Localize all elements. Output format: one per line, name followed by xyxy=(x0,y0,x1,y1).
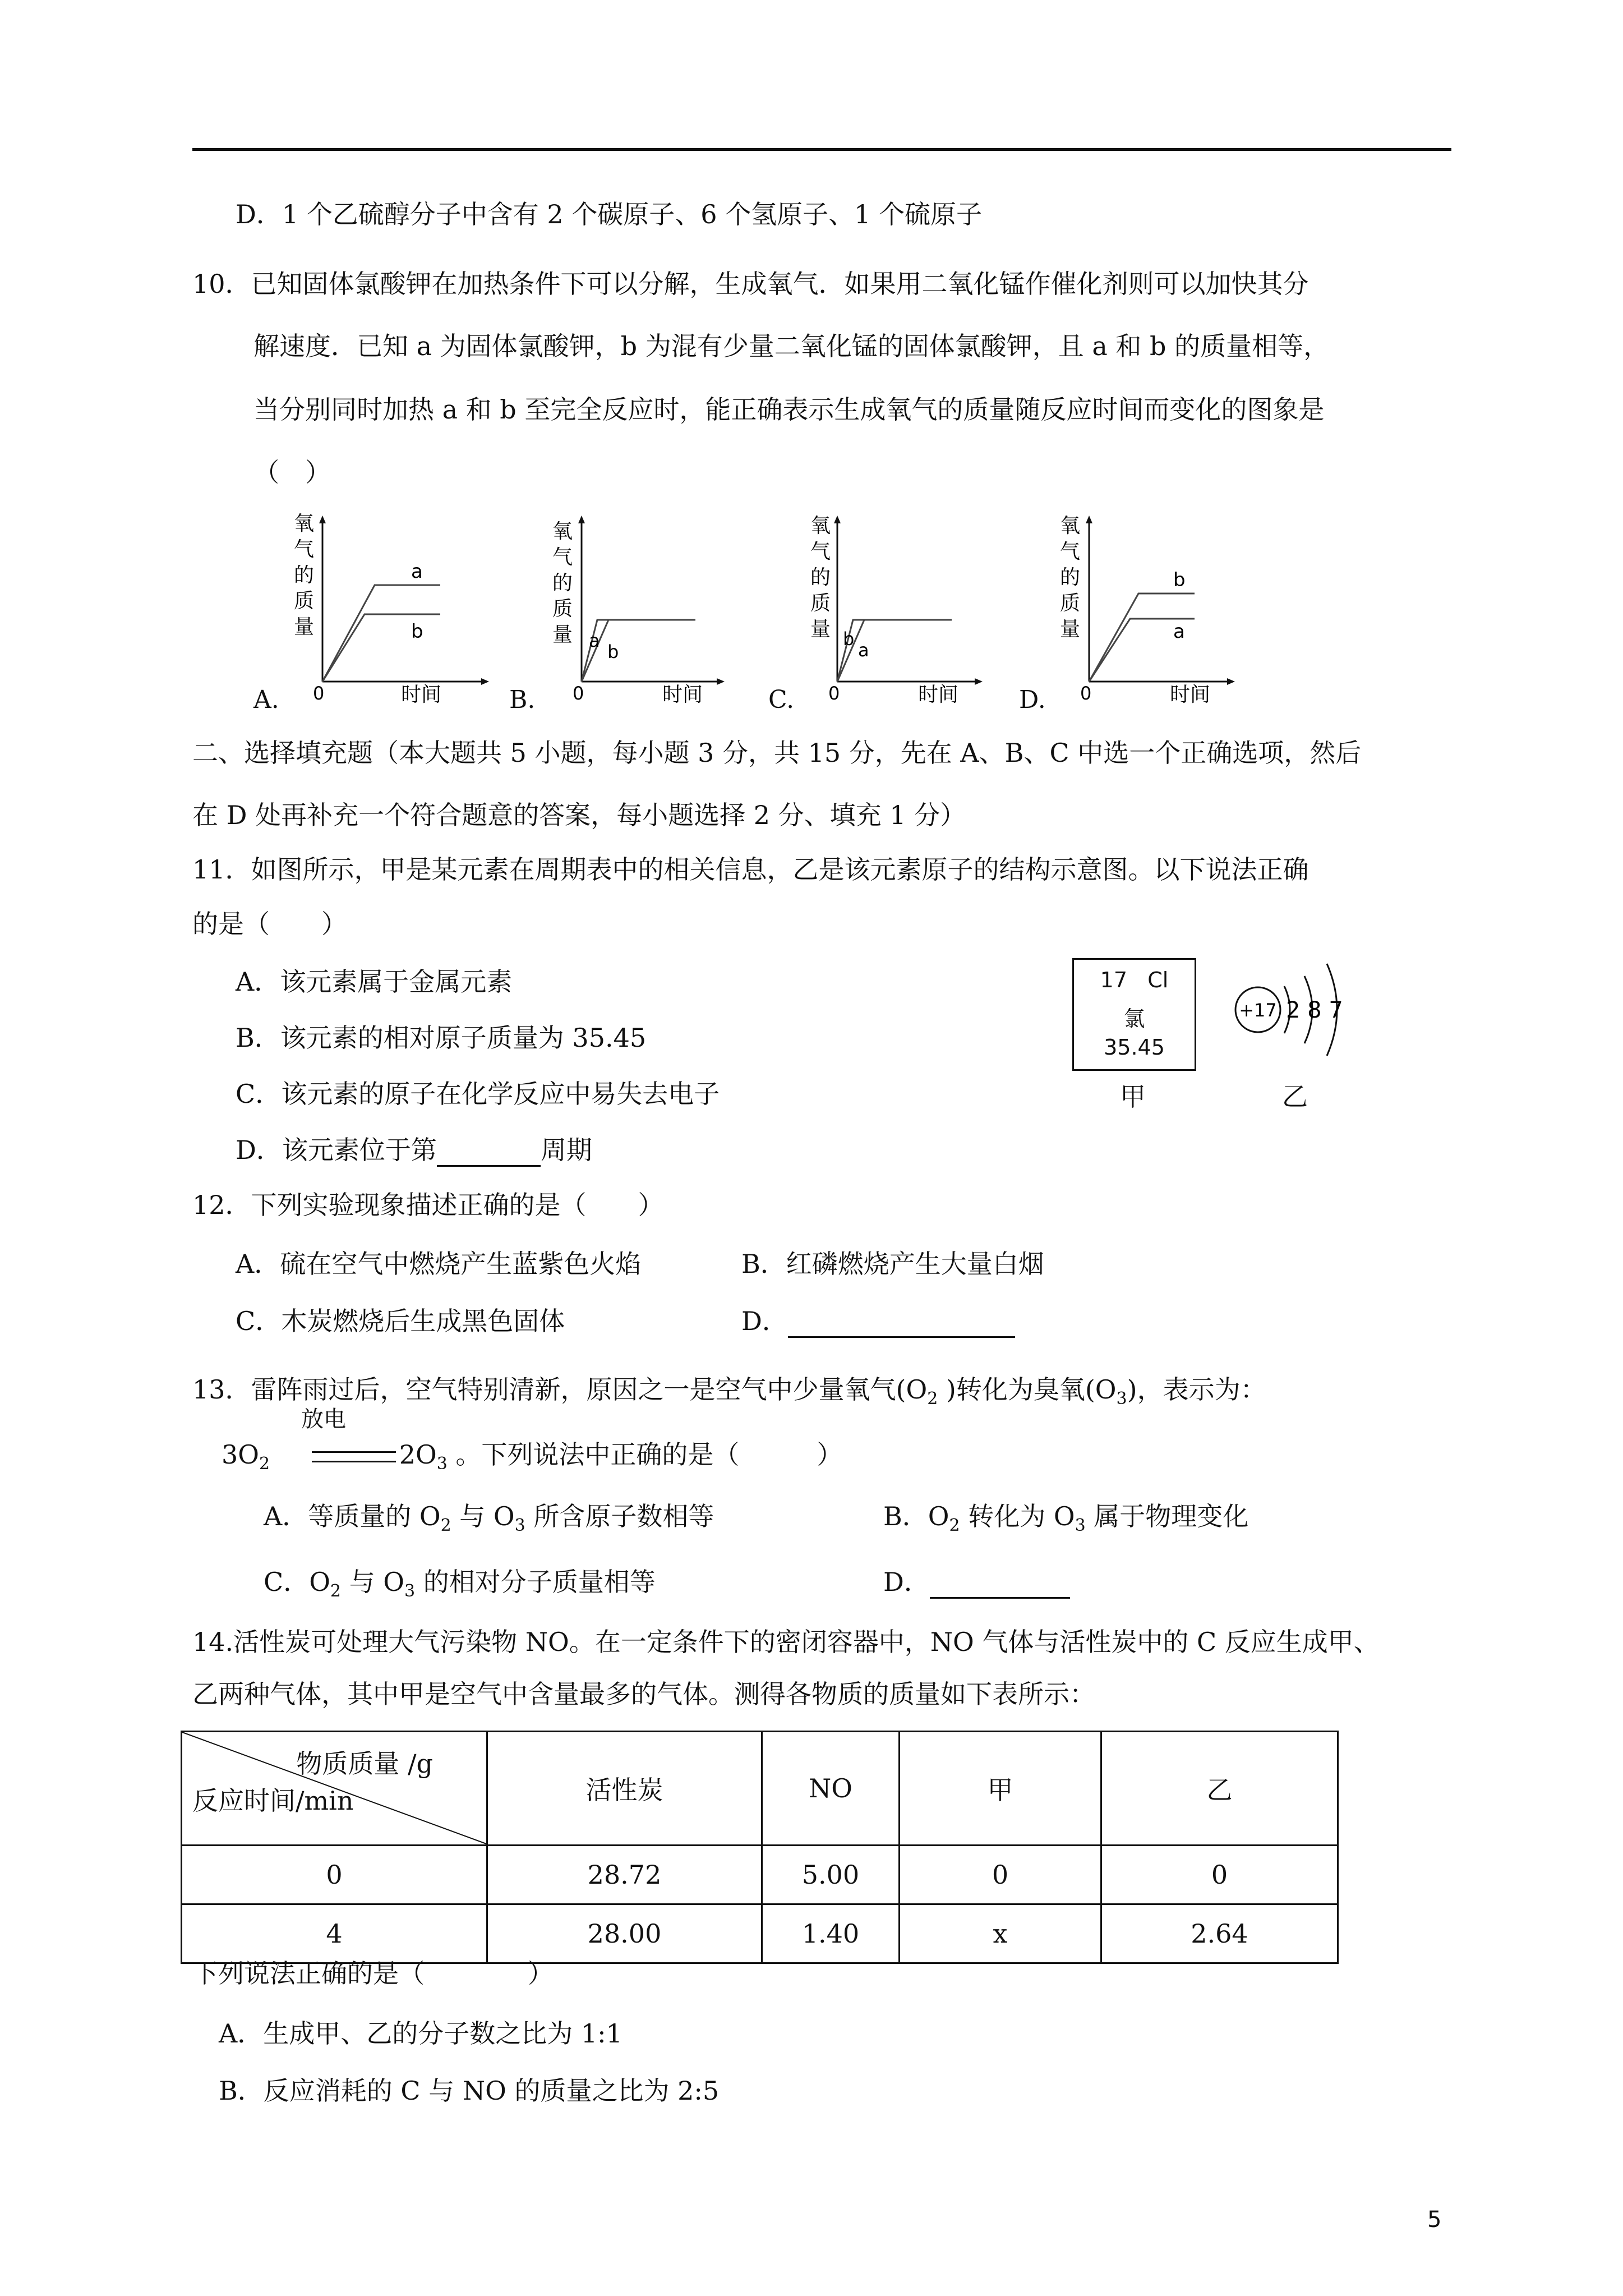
origin-label: 0 xyxy=(1080,683,1092,704)
table-cell: 28.00 xyxy=(487,1904,762,1963)
x-axis-label: 时间 xyxy=(401,683,442,706)
table-header-cell: 甲 xyxy=(900,1732,1101,1846)
q14-line-2: 乙两种气体，其中甲是空气中含量最多的气体。测得各物质的质量如下表所示： xyxy=(192,1679,1095,1709)
text: B．O xyxy=(883,1501,949,1531)
q10-line-2: 解速度．已知 a 为固体氯酸钾，b 为混有少量二氧化锰的固体氯酸钾，且 a 和 b 的质量相等， xyxy=(253,331,1330,361)
curve-label-b: b xyxy=(607,641,619,662)
table-cell: 2.64 xyxy=(1101,1904,1338,1963)
table-cell: 4 xyxy=(182,1904,487,1963)
q14-after-table: 下列说法正确的是（ ） xyxy=(192,1958,554,1989)
subscript: 3 xyxy=(514,1516,525,1535)
text: 所含原子数相等 xyxy=(525,1501,714,1531)
q14-option-b: B．反应消耗的 C 与 NO 的质量之比为 2:5 xyxy=(219,2076,720,2106)
y-label-char: 质 xyxy=(1060,592,1081,615)
curve-label-a: a xyxy=(858,639,869,661)
nucleus-charge: +17 xyxy=(1239,1000,1277,1021)
subscript: 2 xyxy=(440,1516,451,1535)
q11-option-b: B．该元素的相对原子质量为 35.45 xyxy=(236,1023,647,1053)
section-2-line-1: 二、选择填充题（本大题共 5 小题，每小题 3 分，共 15 分，先在 A、B、C 中选一个正确选项，然后 xyxy=(192,738,1362,768)
y-label-char: 的 xyxy=(552,572,573,595)
q10-option-a-letter: A. xyxy=(253,685,279,714)
table-cell: 0 xyxy=(1101,1846,1338,1904)
table-header-row xyxy=(182,1732,1338,1846)
subscript: 3 xyxy=(1116,1389,1127,1409)
corner-bottom-label: 反应时间/min xyxy=(192,1786,354,1816)
subscript: 2 xyxy=(949,1516,960,1535)
table-cell: 5.00 xyxy=(762,1846,900,1904)
equation-reactant: 3O xyxy=(222,1439,259,1470)
table-cell: 28.72 xyxy=(487,1846,762,1904)
atomic-mass: 35.45 xyxy=(1104,1035,1165,1060)
y-label-char: 气 xyxy=(552,546,573,569)
q10-graph-b xyxy=(552,513,777,704)
reaction-condition: 放电 xyxy=(301,1406,346,1432)
curve-label-a: a xyxy=(1173,620,1185,643)
curve-label-b: b xyxy=(411,620,423,643)
subscript: 2 xyxy=(330,1581,342,1601)
y-label-char: 量 xyxy=(1060,618,1081,641)
q12-option-b: B．红磷燃烧产生大量白烟 xyxy=(741,1249,1044,1279)
fill-blank[interactable] xyxy=(788,1312,1015,1338)
label-yi: 乙 xyxy=(1282,1082,1308,1112)
table-cell: x xyxy=(900,1904,1101,1963)
element-symbol: Cl xyxy=(1147,968,1169,992)
q13-stem xyxy=(192,1373,1266,1409)
origin-label: 0 xyxy=(573,683,584,704)
q12-option-c: C．木炭燃烧后生成黑色固体 xyxy=(236,1306,565,1336)
curve-label-b: b xyxy=(843,628,855,650)
table-corner-cell xyxy=(182,1732,487,1846)
q14-option-a: A．生成甲、乙的分子数之比为 1:1 xyxy=(219,2018,623,2049)
y-label-char: 氧 xyxy=(1060,514,1081,537)
y-label-char: 量 xyxy=(552,623,573,646)
origin-label: 0 xyxy=(313,683,325,704)
element-name: 氯 xyxy=(1123,1006,1145,1031)
fill-blank[interactable] xyxy=(930,1572,1070,1599)
text: 的相对分子质量相等 xyxy=(415,1567,656,1597)
q11-line-1: 11．如图所示，甲是某元素在周期表中的相关信息，乙是该元素原子的结构示意图。以下说法正确 xyxy=(192,854,1309,885)
curve-label-a: a xyxy=(589,630,600,651)
q11-option-d-suffix: 周期 xyxy=(540,1135,592,1165)
subscript: 3 xyxy=(1075,1516,1086,1535)
atomic-number: 17 xyxy=(1100,968,1127,992)
q10-option-b-letter: B. xyxy=(509,685,536,714)
q10-option-c-letter: C. xyxy=(768,685,795,714)
q13-option-a xyxy=(264,1499,714,1533)
fill-blank[interactable] xyxy=(437,1140,541,1167)
q12-option-a: A．硫在空气中燃烧产生蓝紫色火焰 xyxy=(236,1249,642,1279)
table-header-cell: 乙 xyxy=(1101,1732,1338,1846)
table-cell: 0 xyxy=(900,1846,1101,1904)
curve-label-a: a xyxy=(411,560,423,583)
q12-option-d xyxy=(741,1304,1015,1338)
q11-line-2: 的是（ ） xyxy=(192,909,347,939)
q13-stem-part: )转化为臭氧(O xyxy=(938,1374,1117,1405)
q10-line-3: 当分别同时加热 a 和 b 至完全反应时，能正确表示生成氧气的质量随反应时间而变化的图象是 xyxy=(253,394,1325,425)
y-label-char: 的 xyxy=(1060,566,1081,589)
table-cell: 1.40 xyxy=(762,1904,900,1963)
subscript: 2 xyxy=(927,1389,938,1409)
text: C．O xyxy=(264,1567,330,1597)
equation-product: 2O xyxy=(399,1439,437,1470)
origin-label: 0 xyxy=(828,683,840,704)
q10-graph-a xyxy=(292,513,516,704)
curve-label-b: b xyxy=(1173,569,1186,591)
y-label-char: 的 xyxy=(810,566,831,589)
atom-structure-diagram xyxy=(1233,948,1367,1071)
y-label-char: 量 xyxy=(294,615,315,638)
q14-line-1: 14.活性炭可处理大气污染物 NO。在一定条件下的密闭容器中，NO 气体与活性炭中的 C 反应生成甲、 xyxy=(192,1627,1380,1657)
subscript: 2 xyxy=(259,1454,270,1474)
text: 属于物理变化 xyxy=(1085,1501,1249,1531)
y-label-char: 氧 xyxy=(810,514,831,537)
corner-top-label: 物质质量 /g xyxy=(296,1749,433,1779)
section-2-line-2: 在 D 处再补充一个符合题意的答案，每小题选择 2 分、填充 1 分） xyxy=(192,800,966,830)
y-label-char: 的 xyxy=(294,564,315,587)
element-number-symbol xyxy=(1074,968,1195,992)
q12-option-d-label: D． xyxy=(741,1306,788,1336)
q13-stem-part: )，表示为： xyxy=(1127,1374,1266,1405)
text: 与 O xyxy=(451,1501,515,1531)
page-number: 5 xyxy=(1427,2207,1442,2233)
y-label-char: 量 xyxy=(810,618,831,641)
q9-option-d: D．1 个乙硫醇分子中含有 2 个碳原子、6 个氢原子、1 个硫原子 xyxy=(236,199,983,229)
q11-option-d-prefix: D．该元素位于第 xyxy=(236,1135,437,1165)
q11-option-d xyxy=(236,1133,592,1167)
q10-option-d-letter: D. xyxy=(1019,685,1046,714)
q13-stem-tail: 。下列说法中正确的是（ ） xyxy=(447,1439,843,1470)
label-jia: 甲 xyxy=(1120,1082,1146,1112)
table-row xyxy=(182,1904,1338,1963)
table-header-cell: 活性炭 xyxy=(487,1732,762,1846)
y-label-char: 气 xyxy=(1060,540,1081,563)
q13-option-b xyxy=(883,1499,1248,1533)
table-header-cell: NO xyxy=(762,1732,900,1846)
text: 与 O xyxy=(341,1567,404,1597)
y-label-char: 气 xyxy=(294,538,315,561)
q13-option-c xyxy=(264,1565,656,1599)
y-label-char: 气 xyxy=(810,540,831,563)
q12-stem: 12．下列实验现象描述正确的是（ ） xyxy=(192,1190,664,1220)
element-info-box xyxy=(1072,958,1196,1071)
x-axis-label: 时间 xyxy=(1170,683,1211,706)
q10-graph-d xyxy=(1060,513,1284,704)
subscript: 3 xyxy=(436,1454,448,1474)
q13-equation xyxy=(222,1438,843,1474)
equals-sign xyxy=(312,1451,396,1462)
x-axis-label: 时间 xyxy=(918,683,959,706)
table-cell: 0 xyxy=(182,1846,487,1904)
y-label-char: 质 xyxy=(810,592,831,615)
y-label-char: 质 xyxy=(552,597,573,620)
mass-data-table xyxy=(181,1731,1339,1964)
y-label-char: 质 xyxy=(294,590,315,613)
subscript: 3 xyxy=(404,1581,416,1601)
y-label-char: 氧 xyxy=(294,512,315,535)
x-axis-label: 时间 xyxy=(662,683,703,706)
q10-graph-c xyxy=(810,513,1035,704)
text: A．等质量的 O xyxy=(264,1501,441,1531)
q13-option-d xyxy=(883,1565,1070,1599)
y-label-char: 氧 xyxy=(552,520,573,543)
q13-option-d-label: D． xyxy=(883,1567,930,1597)
header-rule xyxy=(192,148,1451,151)
text: 转化为 O xyxy=(960,1501,1075,1531)
q11-option-a: A．该元素属于金属元素 xyxy=(236,967,513,997)
electron-counts: 2 8 7 xyxy=(1286,997,1343,1023)
table-row xyxy=(182,1846,1338,1904)
q11-option-c: C．该元素的原子在化学反应中易失去电子 xyxy=(236,1079,720,1109)
q13-stem-part: 13．雷阵雨过后，空气特别清新，原因之一是空气中少量氧气(O xyxy=(192,1374,928,1405)
q10-line-1: 10．已知固体氯酸钾在加热条件下可以分解，生成氧气．如果用二氧化锰作催化剂则可以加快其分 xyxy=(192,269,1309,299)
q10-answer-paren: （ ） xyxy=(253,457,331,487)
